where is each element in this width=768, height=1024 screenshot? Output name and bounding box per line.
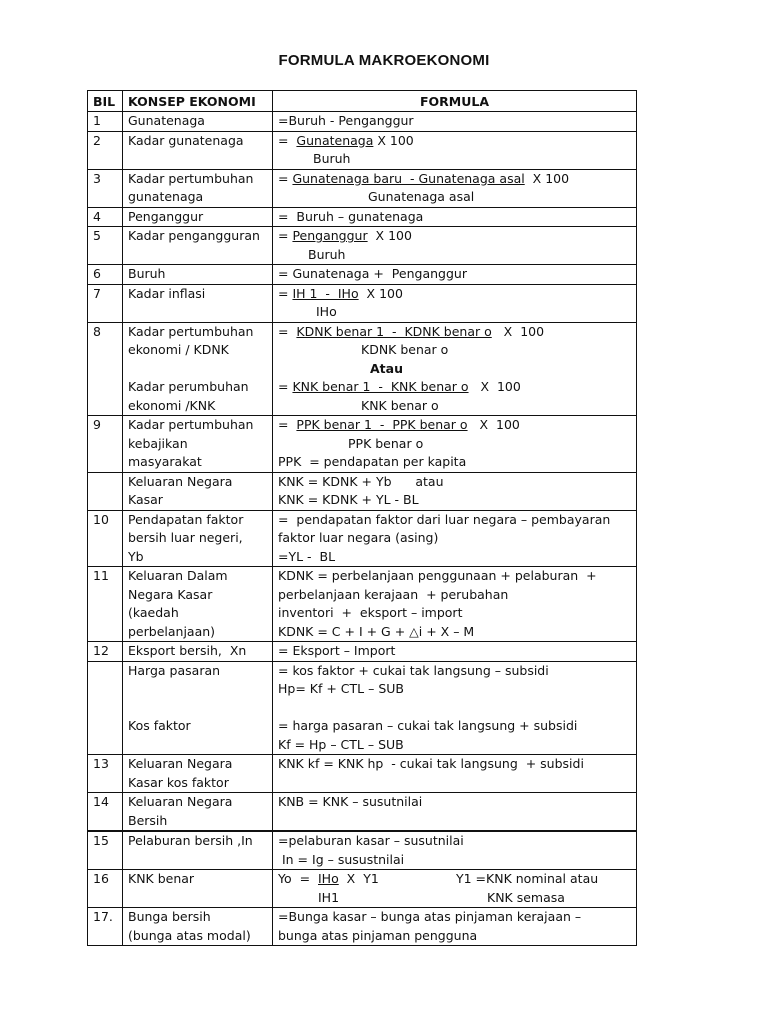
row-konsep (123, 510, 273, 567)
konsep-line: Kadar inflasi (128, 285, 206, 301)
konsep-line: Bersih (128, 812, 168, 828)
konsep-line: Pelaburan bersih ,In (128, 833, 253, 848)
header-bil: BIL (88, 91, 123, 112)
row-konsep (123, 661, 273, 755)
row-formula (273, 112, 637, 132)
formula-line: = harga pasaran – cukai tak langsung + subsidi (278, 718, 578, 733)
row-formula (273, 472, 637, 510)
row-konsep (123, 207, 273, 227)
fraction-numerator: Gunatenaga baru - Gunatenaga asal (292, 170, 525, 186)
row-konsep (123, 265, 273, 285)
row-bil: 16 (88, 870, 123, 908)
row-formula (273, 567, 637, 642)
row-konsep (123, 793, 273, 832)
konsep-line: Pendapatan faktor (128, 511, 244, 527)
row-konsep (123, 755, 273, 793)
table-row (88, 642, 637, 662)
formula-prefix: = (278, 285, 293, 301)
konsep-line: Gunatenaga (128, 113, 205, 128)
konsep-line: Keluaran Dalam (128, 568, 228, 583)
row-formula (273, 510, 637, 567)
konsep-line: Eksport bersih, Xn (128, 643, 247, 658)
formula-line: KNK = KDNK + YL - BL (278, 492, 419, 507)
fraction-numerator: KDNK benar 1 - KDNK benar o (296, 323, 492, 339)
row-bil: 7 (88, 284, 123, 322)
table-row (88, 793, 637, 832)
formula-multiplier: X 100 (491, 323, 545, 339)
konsep-line: Keluaran Negara (128, 794, 233, 809)
formula-multiplier: X 100 (468, 379, 521, 394)
row-bil: 17. (88, 908, 123, 946)
table-row (88, 831, 637, 870)
row-formula (273, 661, 637, 755)
formula-line: = Eksport – Import (278, 643, 396, 658)
fraction-numerator: Gunatenaga (296, 132, 374, 148)
formula-prefix: = (278, 132, 297, 148)
row-bil: 8 (88, 322, 123, 416)
row-formula (273, 642, 637, 662)
formula-multiplier: X 100 (367, 228, 412, 243)
row-formula (273, 227, 637, 265)
row-bil: 6 (88, 265, 123, 285)
konsep-line: perbelanjaan) (128, 623, 216, 639)
row-konsep (123, 284, 273, 322)
formula-multiplier: X 100 (524, 170, 570, 186)
row-konsep (123, 322, 273, 416)
formula-multiplier: X 100 (358, 285, 403, 301)
formula-line: KNK kf = KNK hp - cukai tak langsung + subsidi (278, 756, 584, 771)
table-row (88, 870, 637, 908)
row-formula (273, 131, 637, 169)
row-konsep (123, 416, 273, 473)
konsep-line: Buruh (128, 266, 166, 281)
table-row (88, 227, 637, 265)
konsep-line: Kadar pertumbuhan (128, 323, 254, 339)
row-bil: 9 (88, 416, 123, 473)
row-formula (273, 265, 637, 285)
row-formula (273, 169, 637, 207)
row-konsep (123, 642, 273, 662)
formula-line: = Gunatenaga + Penganggur (278, 266, 467, 281)
formula-prefix: = (278, 379, 293, 394)
formula-multiplier: X 100 (467, 417, 520, 432)
konsep-line: Keluaran Negara (128, 473, 233, 489)
formula-prefix: = (278, 323, 297, 339)
konsep-line: Kadar pengangguran (128, 228, 260, 243)
row-formula (273, 207, 637, 227)
fraction-denominator: IH1 (318, 889, 340, 905)
formula-line: =Buruh - Penganggur (278, 113, 414, 128)
row-bil: 4 (88, 207, 123, 227)
row-bil: 14 (88, 793, 123, 832)
fraction-denominator: PPK benar o (348, 435, 424, 451)
table-row (88, 112, 637, 132)
konsep-line: Kasar kos faktor (128, 774, 229, 790)
fraction-denominator: IHo (316, 304, 337, 319)
konsep-line: gunatenaga (128, 189, 204, 204)
document-title: FORMULA MAKROEKONOMI (278, 52, 490, 69)
row-formula (273, 284, 637, 322)
konsep-line: ekonomi / KDNK (128, 342, 229, 357)
konsep-line: Negara Kasar (128, 586, 213, 602)
fraction-denominator: Buruh (313, 151, 351, 166)
formula-line: =pelaburan kasar – susutnilai (278, 833, 464, 848)
table-row (88, 472, 637, 510)
row-konsep (123, 169, 273, 207)
table-row (88, 265, 637, 285)
formula-line: = kos faktor + cukai tak langsung – subsidi (278, 662, 549, 678)
formula-line: KDNK = perbelanjaan penggunaan + pelaburan + (278, 568, 597, 583)
konsep-line: (bunga atas modal) (128, 927, 251, 943)
formula-multiplier: X 100 (373, 132, 414, 148)
table-row (88, 567, 637, 642)
formula-line: = pendapatan faktor dari luar negara – pembayaran (278, 511, 611, 527)
row-bil: 10 (88, 510, 123, 567)
table-header-row (88, 91, 637, 112)
row-bil: 1 (88, 112, 123, 132)
formula-prefix: = (278, 417, 297, 432)
table-row (88, 131, 637, 169)
formula-prefix: = (278, 170, 293, 186)
table-row (88, 510, 637, 567)
fraction-denominator: KDNK benar o (361, 342, 449, 357)
formula-line: Hp= Kf + CTL – SUB (278, 681, 404, 696)
formula-table (87, 90, 637, 946)
konsep-line: masyarakat (128, 454, 202, 469)
konsep-line: Kadar gunatenaga (128, 132, 244, 148)
formula-line: bunga atas pinjaman pengguna (278, 927, 478, 943)
row-konsep (123, 112, 273, 132)
konsep-line: Bunga bersih (128, 909, 211, 924)
table-row (88, 908, 637, 946)
formula-note: Y1 =KNK nominal atau (456, 871, 599, 886)
formula-note: KNK semasa (487, 889, 565, 905)
formula-prefix: Yo = (278, 871, 318, 886)
konsep-line: kebajikan (128, 435, 188, 451)
konsep-line: Kadar pertumbuhan (128, 417, 254, 432)
row-konsep (123, 567, 273, 642)
table-row (88, 322, 637, 416)
row-bil: 13 (88, 755, 123, 793)
formula-line: = Buruh – gunatenaga (278, 208, 424, 224)
fraction-numerator: IHo (318, 871, 339, 886)
fraction-denominator: Buruh (308, 246, 346, 262)
fraction-numerator: PPK benar 1 - PPK benar o (296, 417, 468, 432)
row-konsep (123, 831, 273, 870)
row-bil: 3 (88, 169, 123, 207)
row-konsep (123, 472, 273, 510)
row-konsep (123, 227, 273, 265)
table-row (88, 661, 637, 755)
konsep-line: Kos faktor (128, 718, 191, 733)
formula-line: In = Ig – susustnilai (278, 851, 405, 867)
konsep-line: Kadar pertumbuhan (128, 170, 254, 186)
table-row (88, 284, 637, 322)
fraction-denominator: Gunatenaga asal (368, 189, 475, 204)
row-formula (273, 831, 637, 870)
konsep-line: Kasar (128, 492, 163, 507)
formula-line: KNK = KDNK + Yb atau (278, 473, 444, 489)
row-bil (88, 472, 123, 510)
formula-line: perbelanjaan kerajaan + perubahan (278, 586, 509, 602)
row-bil: 5 (88, 227, 123, 265)
table-row (88, 755, 637, 793)
konsep-line: Yb (128, 548, 144, 564)
header-konsep: KONSEP EKONOMI (123, 91, 273, 112)
formula-line: Kf = Hp – CTL – SUB (278, 736, 404, 752)
konsep-line: Kadar perumbuhan (128, 379, 249, 394)
konsep-line: bersih luar negeri, (128, 530, 243, 545)
row-bil: 11 (88, 567, 123, 642)
fraction-denominator: KNK benar o (361, 397, 439, 413)
table-row (88, 207, 637, 227)
row-formula (273, 755, 637, 793)
formula-line: =YL - BL (278, 548, 336, 564)
konsep-line: Keluaran Negara (128, 756, 233, 771)
header-formula: FORMULA (273, 91, 637, 112)
fraction-numerator: IH 1 - IHo (292, 285, 359, 301)
formula-line: KNB = KNK – susutnilai (278, 794, 423, 809)
row-formula (273, 416, 637, 473)
formula-line: faktor luar negara (asing) (278, 530, 439, 545)
konsep-line: Penganggur (128, 208, 204, 224)
row-bil: 2 (88, 131, 123, 169)
row-formula (273, 908, 637, 946)
row-formula (273, 793, 637, 832)
konsep-line: ekonomi /KNK (128, 397, 216, 413)
konsep-line: KNK benar (128, 871, 195, 886)
row-bil: 15 (88, 831, 123, 870)
row-konsep (123, 908, 273, 946)
table-row (88, 416, 637, 473)
row-konsep (123, 131, 273, 169)
konsep-line: Harga pasaran (128, 662, 221, 678)
fraction-numerator: Penganggur (292, 228, 368, 243)
atau-label: Atau (370, 360, 403, 376)
row-konsep (123, 870, 273, 908)
formula-prefix: = (278, 228, 293, 243)
formula-note: PPK = pendapatan per kapita (278, 454, 467, 469)
row-bil: 12 (88, 642, 123, 662)
row-bil (88, 661, 123, 755)
konsep-line: (kaedah (128, 605, 179, 620)
formula-multiplier: X Y1 (338, 871, 379, 886)
row-formula (273, 322, 637, 416)
fraction-numerator: KNK benar 1 - KNK benar o (292, 379, 469, 394)
formula-line: KDNK = C + I + G + △i + X – M (278, 623, 475, 639)
row-formula (273, 870, 637, 908)
table-row (88, 169, 637, 207)
formula-line: =Bunga kasar – bunga atas pinjaman kerajaan – (278, 909, 582, 924)
formula-line: inventori + eksport – import (278, 605, 463, 620)
